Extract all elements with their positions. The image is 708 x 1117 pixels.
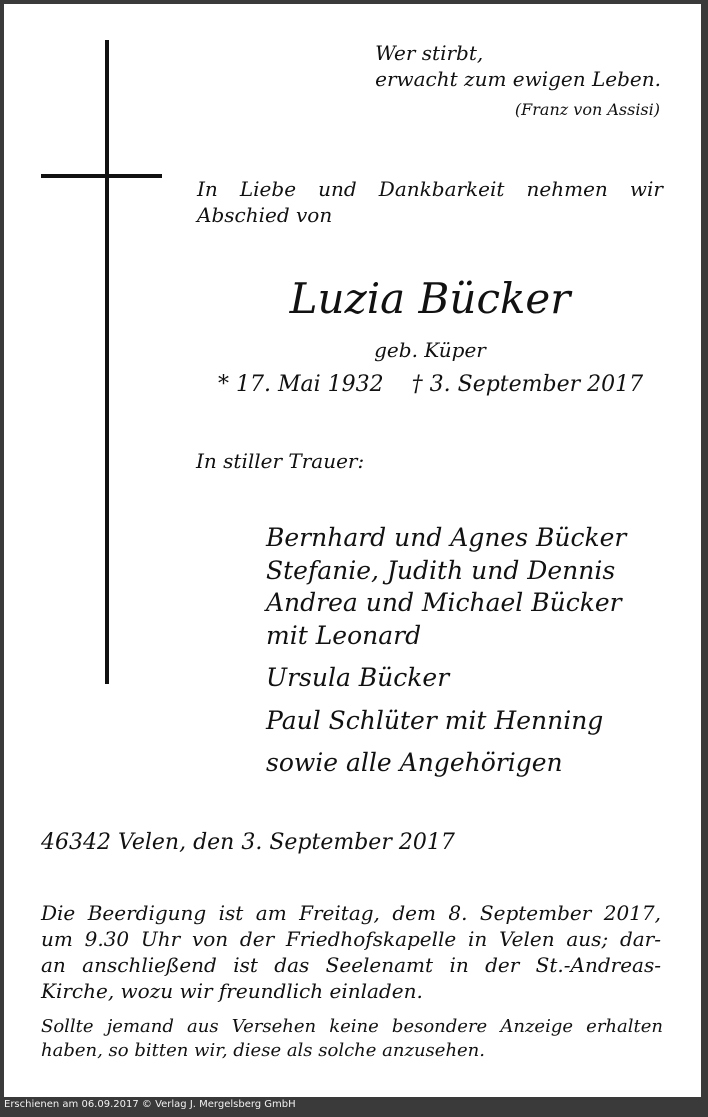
mourner-line: Paul Schlüter mit Henning xyxy=(266,705,604,735)
funeral-line: Kirche, wozu wir freundlich einladen. xyxy=(41,979,423,1003)
mourner-line: Andrea und Michael Bücker xyxy=(266,588,622,617)
notice-text xyxy=(41,1015,663,1063)
deceased-name: Luzia Bücker xyxy=(289,274,571,323)
funeral-line: an anschließend ist das Seelenamt in der St.-Andreas- xyxy=(41,953,661,977)
mourner-line: mit Leonard xyxy=(266,620,422,650)
life-dates xyxy=(218,372,643,397)
mourning-heading: In stiller Trauer: xyxy=(196,449,365,473)
mourner-line: Bernhard und Agnes Bücker xyxy=(266,523,627,552)
cross-icon xyxy=(105,40,109,684)
maiden-name: geb. Küper xyxy=(374,338,486,362)
notice-line: Sollte jemand aus Versehen keine besondere Anzeige erhalten xyxy=(41,1016,663,1037)
mourner-line: Stefanie, Judith und Dennis xyxy=(266,555,616,585)
intro-text xyxy=(197,176,663,228)
mourner-line: Ursula Bücker xyxy=(266,663,450,692)
publication-footer: Erschienen am 06.09.2017 © Verlag J. Mergelsberg GmbH xyxy=(4,1099,296,1110)
place-date: 46342 Velen, den 3. September 2017 xyxy=(41,830,455,855)
mourners-list xyxy=(266,522,626,780)
obituary-card xyxy=(4,4,701,1097)
quote xyxy=(375,40,661,92)
funeral-line: Die Beerdigung ist am Freitag, dem 8. September 2017, xyxy=(41,901,661,925)
intro-line-2: Abschied von xyxy=(197,203,333,227)
birth-date: * 17. Mai 1932 xyxy=(218,372,384,397)
quote-line-1: Wer stirbt, xyxy=(375,41,484,65)
notice-line: haben, so bitten wir, diese als solche anzusehen. xyxy=(41,1040,485,1061)
funeral-info xyxy=(41,900,661,1004)
intro-line-1: In Liebe und Dankbarkeit nehmen wir xyxy=(197,177,663,201)
death-date: † 3. September 2017 xyxy=(411,372,644,397)
mourner-line: sowie alle Angehörigen xyxy=(266,748,563,777)
quote-source: (Franz von Assisi) xyxy=(514,100,660,119)
funeral-line: um 9.30 Uhr von der Friedhofskapelle in Velen aus; dar- xyxy=(41,927,661,951)
quote-line-2: erwacht zum ewigen Leben. xyxy=(375,67,661,91)
cross-icon-bar xyxy=(41,174,162,178)
